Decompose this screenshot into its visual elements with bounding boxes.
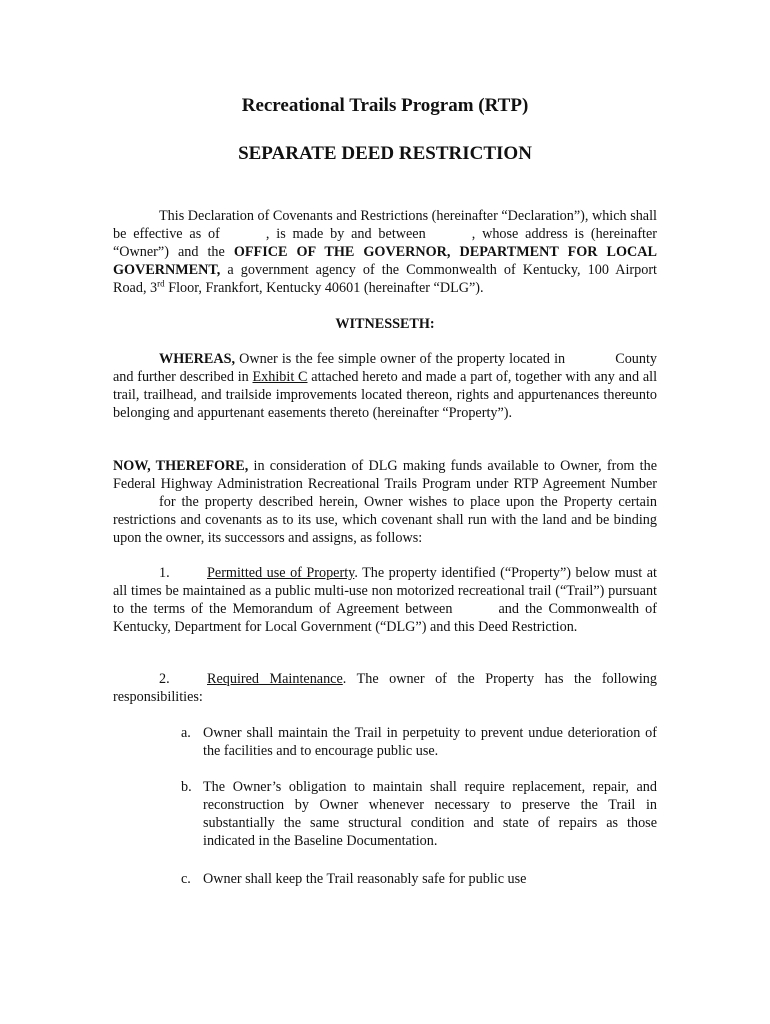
list-item: c. Owner shall keep the Trail reasonably safe for public use (181, 871, 527, 887)
dlg-name: OFFICE OF THE GOVERNOR, DEPARTMENT FOR LOCAL GOVERNMENT, (113, 244, 658, 278)
document-subtitle: SEPARATE DEED RESTRICTION (238, 143, 532, 164)
list-item: a. Owner shall maintain the Trail in perpetuity to prevent undue deterioration of the facilities and to encourage public use. (181, 725, 657, 759)
witnesseth-heading: WITNESSETH: (335, 316, 435, 332)
section-2-heading: Required Maintenance (207, 671, 343, 687)
section-1-heading: Permitted use of Property (207, 565, 355, 581)
exhibit-c-reference: Exhibit C (252, 369, 308, 385)
document-title: Recreational Trails Program (RTP) (241, 95, 529, 116)
declaration-paragraph: This Declaration of Covenants and Restrictions (hereinafter “Declaration”), which shall be effective as of , is made by and between , whose address is (hereinafter “Owner”) and the OFFICE OF THE GOVERNOR, DEPARTMENT FOR LOCAL GOVERNMENT, a government agency of the Commonwealth of Kentucky, 100 Airport Road, 3rd Floor, Frankfort, Kentucky 40601 (hereinafter “DLG”). (113, 208, 658, 296)
section-2-paragraph: 2. Required Maintenance. The owner of the Property has the following responsibilities: (113, 671, 657, 705)
now-therefore-paragraph: NOW, THEREFORE, in consideration of DLG making funds available to Owner, from the Federal Highway Administration Recreational Trails Program under RTP Agreement Numberfor the property described herein, Owner wishes to place upon the Property certain restrictions and covenants as to its use, which covenant shall run with the land and be binding upon the owner, its successors and assigns, as follows: (113, 458, 658, 546)
list-item: b. The Owner’s obligation to maintain shall require replacement, repair, and reconstruction by Owner whenever necessary to preserve the Trail in substantially the same structural condition and state of repairs as those indicated in the Baseline Documentation. (181, 779, 657, 849)
whereas-paragraph: WHEREAS, Owner is the fee simple owner of the property located in County and further described in Exhibit C attached hereto and made a part of, together with any and all trail, trailhead, and trailside improvements located thereon, rights and appurtenances thereunto belonging and appurtenant easements thereto (hereinafter “Property”). (113, 351, 658, 421)
section-1-paragraph: 1. Permitted use of Property. The property identified (“Property”) below must at all times be maintained as a public multi-use non motorized recreational trail (“Trail”) pursuant to the terms of the Memorandum of Agreement between and the Commonwealth of Kentucky, Department for Local Government (“DLG”) and this Deed Restriction. (113, 565, 657, 635)
